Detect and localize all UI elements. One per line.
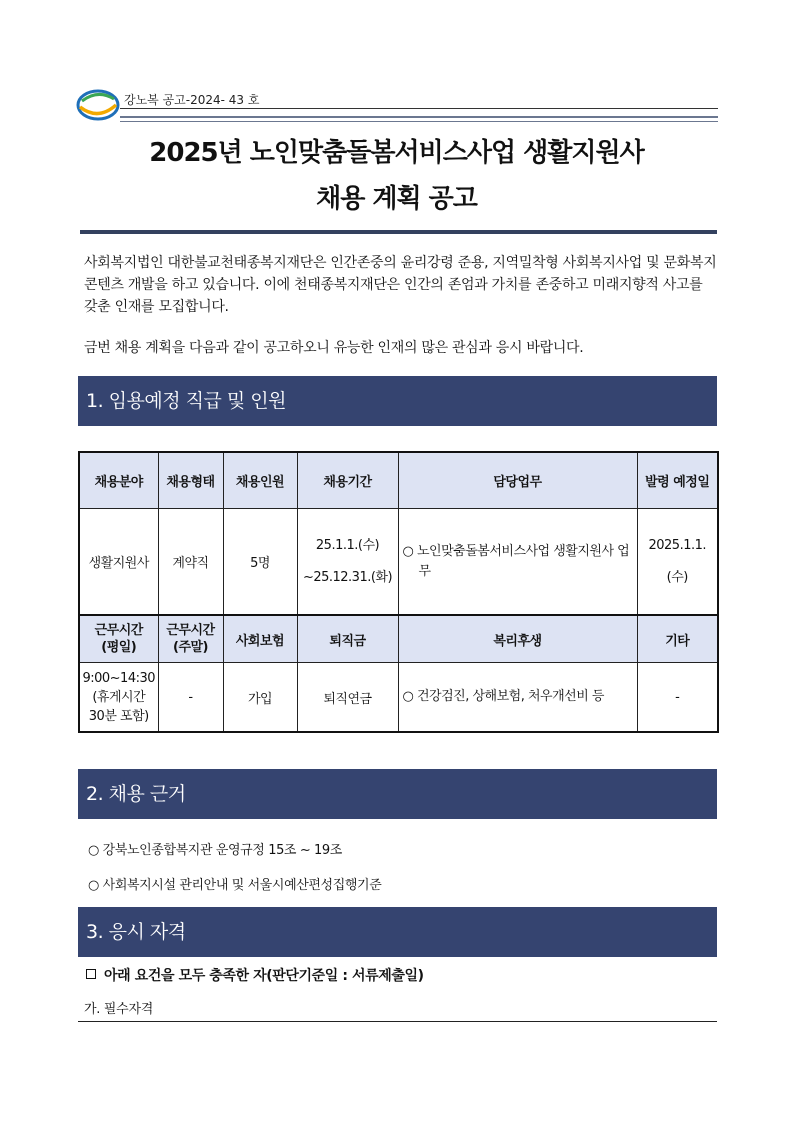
appoint-date: 2025.1.1. bbox=[648, 537, 707, 553]
page-title-line1: 2025년 노인맞춤돌봄서비스사업 생활지원사 bbox=[149, 138, 644, 168]
header-divider-thin bbox=[120, 121, 718, 122]
page-title-line2: 채용 계획 공고 bbox=[316, 184, 477, 214]
title-underline bbox=[80, 230, 717, 234]
cell-type: 계약직 bbox=[158, 509, 223, 616]
organization-logo-icon bbox=[76, 87, 120, 123]
appoint-day: (수) bbox=[666, 569, 688, 585]
document-number: 강노복 공고-2024- 43 호 bbox=[124, 93, 260, 107]
section-header-basis: 2. 채용 근거 bbox=[78, 769, 717, 819]
period-start: 25.1.1.(수) bbox=[315, 537, 380, 553]
period-end: ~25.12.31.(화) bbox=[302, 569, 393, 585]
weekday-break-2: 30분 포함) bbox=[88, 708, 149, 724]
cell-duty bbox=[398, 509, 637, 616]
cell-appoint-date bbox=[637, 509, 718, 616]
header-etc: 기타 bbox=[637, 615, 718, 663]
header-work-weekday-l2: (평일) bbox=[101, 640, 137, 655]
recruitment-table bbox=[78, 451, 719, 733]
cell-work-weekend: - bbox=[158, 663, 223, 733]
header-period: 채용기간 bbox=[297, 452, 398, 509]
intro-paragraph-2: 금번 채용 계획을 다음과 같이 공고하오니 유능한 인재의 많은 관심과 응시 바랍니다. bbox=[84, 340, 584, 356]
cell-welfare: ○ 건강검진, 상해보험, 처우개선비 등 bbox=[398, 663, 637, 733]
square-bullet-icon bbox=[86, 969, 96, 979]
table-header-row bbox=[79, 452, 718, 509]
weekday-break: (휴게시간 bbox=[92, 689, 146, 705]
list-item: ○ 강북노인종합복지관 운영규정 15조 ~ 19조 bbox=[88, 843, 342, 858]
weekday-hours: 9:00~14:30 bbox=[82, 670, 156, 686]
table-header-row-2 bbox=[79, 615, 718, 663]
header-work-weekend-l1: 근무시간 bbox=[166, 623, 215, 638]
qualification-subtitle-text: 아래 요건을 모두 충족한 자(판단기준일 : 서류제출일) bbox=[104, 968, 424, 984]
cell-work-weekday bbox=[79, 663, 158, 733]
section-header-positions: 1. 임용예정 직급 및 인원 bbox=[78, 376, 717, 426]
header-severance: 퇴직금 bbox=[297, 615, 398, 663]
required-qualification-heading: 가. 필수자격 bbox=[84, 1002, 153, 1017]
header-appoint-date: 발령 예정일 bbox=[637, 452, 718, 509]
header-duty: 담당업무 bbox=[398, 452, 637, 509]
cell-period bbox=[297, 509, 398, 616]
header-work-weekday-l1: 근무시간 bbox=[94, 623, 143, 638]
cell-insurance: 가입 bbox=[223, 663, 297, 733]
header-field: 채용분야 bbox=[79, 452, 158, 509]
header-work-weekend bbox=[158, 615, 223, 663]
cell-field: 생활지원사 bbox=[79, 509, 158, 616]
section-header-qualifications: 3. 응시 자격 bbox=[78, 907, 717, 957]
header-work-weekend-l2: (주말) bbox=[173, 640, 208, 655]
header-type: 채용형태 bbox=[158, 452, 223, 509]
header-work-weekday bbox=[79, 615, 158, 663]
header-count: 채용인원 bbox=[223, 452, 297, 509]
header-welfare: 복리후생 bbox=[398, 615, 637, 663]
table-row bbox=[79, 663, 718, 733]
table-row bbox=[79, 509, 718, 616]
header-insurance: 사회보험 bbox=[223, 615, 297, 663]
cell-severance: 퇴직연금 bbox=[297, 663, 398, 733]
cell-count: 5명 bbox=[223, 509, 297, 616]
cell-etc: - bbox=[637, 663, 718, 733]
header-divider-thick bbox=[120, 116, 718, 118]
header-divider bbox=[120, 108, 718, 109]
duty-text: ○ 노인맞춤돌봄서비스사업 생활지원사 업무 bbox=[402, 543, 630, 579]
list-item: ○ 사회복지시설 관리안내 및 서울시예산편성집행기준 bbox=[88, 878, 382, 893]
intro-paragraph: 사회복지법인 대한불교천태종복지재단은 인간존중의 윤리강령 준용, 지역밀착형 사회복지사업 및 문화복지 콘텐츠 개발을 하고 있습니다. 이에 천태종복지재단은 인간의 존엄과 가치를 존중하고 미래지향적 사고를 갖춘 인재를 모집합니다. bbox=[84, 255, 717, 315]
qualification-subtitle bbox=[86, 965, 424, 985]
bottom-divider bbox=[78, 1021, 717, 1022]
